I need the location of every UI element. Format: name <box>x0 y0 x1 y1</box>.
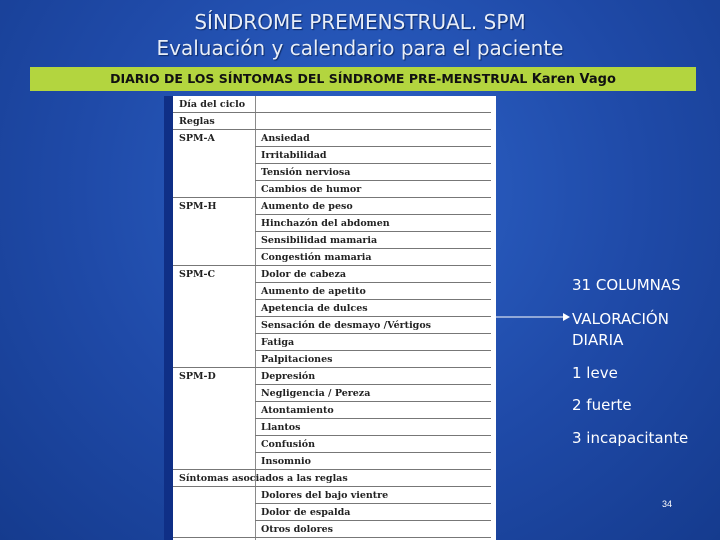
symptom-cell: Confusión <box>255 436 491 453</box>
category-cell <box>173 453 255 470</box>
table-row <box>173 164 491 181</box>
banner-author: Karen Vago <box>531 72 616 87</box>
category-cell <box>173 487 255 504</box>
table-row <box>173 453 491 470</box>
symptom-cell: Negligencia / Pereza <box>255 385 491 402</box>
table-row <box>173 113 491 130</box>
symptom-cell: Irritabilidad <box>255 147 491 164</box>
table-row <box>173 147 491 164</box>
category-cell <box>173 283 255 300</box>
rating-label-line2: DIARIA <box>572 331 624 349</box>
symptom-cell: Hinchazón del abdomen <box>255 215 491 232</box>
symptom-cell: Otros dolores <box>255 521 491 538</box>
table-row <box>173 198 491 215</box>
category-cell <box>173 300 255 317</box>
category-cell <box>173 164 255 181</box>
table-row <box>173 317 491 334</box>
symptom-cell: Dolores del bajo vientre <box>255 487 491 504</box>
symptom-cell: Palpitaciones <box>255 351 491 368</box>
table-row <box>173 283 491 300</box>
category-cell <box>173 181 255 198</box>
rating-level-3: 3 incapacitante <box>572 429 689 447</box>
category-cell <box>173 215 255 232</box>
symptom-cell: Llantos <box>255 419 491 436</box>
category-cell <box>173 419 255 436</box>
symptom-cell: Atontamiento <box>255 402 491 419</box>
rating-level-1: 1 leve <box>572 364 618 382</box>
symptom-diary-table <box>164 96 496 540</box>
table-row <box>173 215 491 232</box>
table-grid <box>173 96 491 540</box>
table-row <box>173 130 491 147</box>
rating-level-2: 2 fuerte <box>572 396 632 414</box>
diary-banner <box>30 67 696 91</box>
table-row <box>173 436 491 453</box>
symptom-cell: Insomnio <box>255 453 491 470</box>
table-row <box>173 300 491 317</box>
table-row <box>173 419 491 436</box>
slide-title: SÍNDROME PREMENSTRUAL. SPM <box>194 10 526 34</box>
symptom-cell: Tensión nerviosa <box>255 164 491 181</box>
category-cell <box>173 232 255 249</box>
category-cell <box>173 317 255 334</box>
category-cell <box>173 334 255 351</box>
symptom-cell: Congestión mamaria <box>255 249 491 266</box>
table-row <box>173 249 491 266</box>
symptom-cell: Aumento de peso <box>255 198 491 215</box>
table-row <box>173 385 491 402</box>
symptom-cell: Dolor de cabeza <box>255 266 491 283</box>
symptom-cell: Sensación de desmayo /Vértigos <box>255 317 491 334</box>
symptom-cell: Cambios de humor <box>255 181 491 198</box>
symptom-cell: Sensibilidad mamaria <box>255 232 491 249</box>
table-row <box>173 334 491 351</box>
symptom-cell: Apetencia de dulces <box>255 300 491 317</box>
category-cell <box>173 504 255 521</box>
columns-count-label: 31 COLUMNAS <box>572 276 681 294</box>
table-row <box>173 368 491 385</box>
category-cell <box>173 147 255 164</box>
rating-label-line1: VALORACIÓN <box>572 310 669 328</box>
pointer-arrow-icon <box>493 309 571 325</box>
banner-text: DIARIO DE LOS SÍNTOMAS DEL SÍNDROME PRE-MENSTRUAL <box>110 71 528 86</box>
table-row <box>173 504 491 521</box>
category-cell: SPM-A <box>179 133 215 144</box>
category-cell: Síntomas asociados a las reglas <box>173 470 491 487</box>
symptom-cell: Depresión <box>255 368 491 385</box>
category-cell <box>173 351 255 368</box>
symptom-cell: Ansiedad <box>255 130 491 147</box>
symptom-cell: Dolor de espalda <box>255 504 491 521</box>
table-row <box>173 232 491 249</box>
category-cell: SPM-D <box>179 371 216 382</box>
category-cell <box>173 402 255 419</box>
category-cell: SPM-C <box>179 269 216 280</box>
table-row <box>173 487 491 504</box>
table-row <box>173 521 491 538</box>
table-row <box>173 402 491 419</box>
table-row <box>173 96 491 113</box>
table-edge-stripe <box>164 96 173 540</box>
category-cell: Día del ciclo <box>173 96 491 113</box>
table-row <box>173 351 491 368</box>
slide-subtitle: Evaluación y calendario para el paciente <box>156 36 564 60</box>
page-number: 34 <box>662 499 673 509</box>
category-cell: SPM-H <box>179 201 217 212</box>
category-cell <box>173 385 255 402</box>
category-cell <box>173 249 255 266</box>
category-cell: Reglas <box>173 113 491 130</box>
symptom-cell: Fatiga <box>255 334 491 351</box>
table-row <box>173 181 491 198</box>
symptom-cell: Aumento de apetito <box>255 283 491 300</box>
category-cell <box>173 521 255 538</box>
category-cell <box>173 436 255 453</box>
table-row <box>173 266 491 283</box>
table-row <box>173 470 491 487</box>
